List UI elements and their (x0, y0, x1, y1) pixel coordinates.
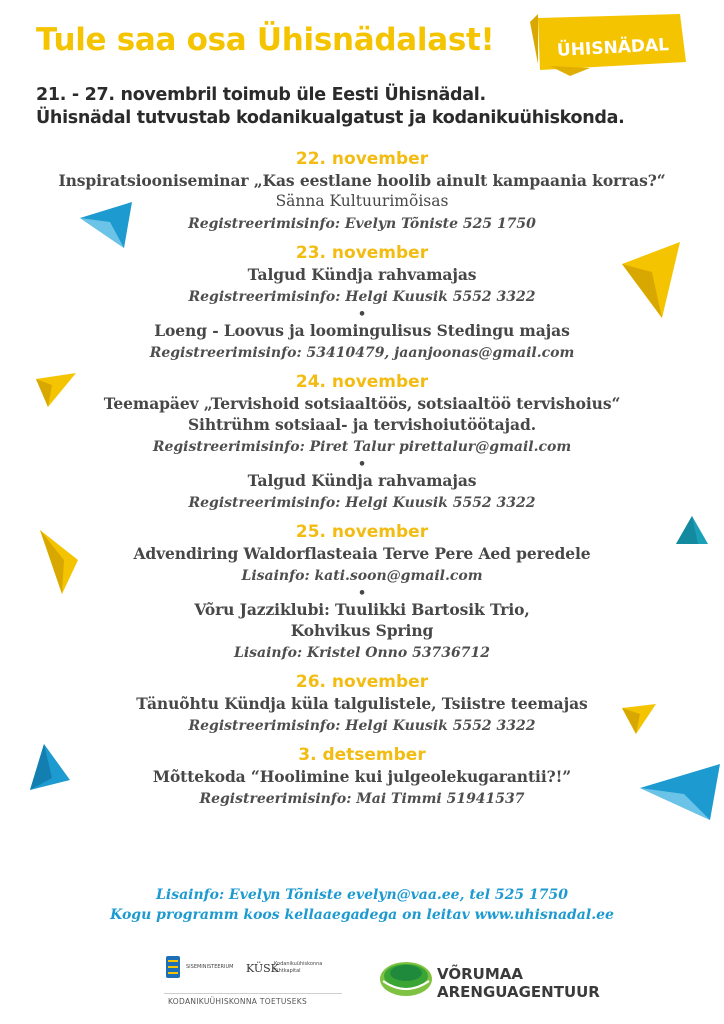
event-info: Registreerimisinfo: 53410479, jaanjoonas@gmail.com (149, 345, 575, 361)
event-location: Kohvikus Spring (290, 621, 434, 640)
day-date: 22. november (295, 149, 429, 169)
event-title: Talgud Kündja rahvamajas (247, 265, 477, 284)
event-title: Mõttekoda “Hoolimine kui julgeolekugarantii?!” (152, 767, 572, 786)
blue-paper-plane-shape (640, 764, 724, 820)
kusk-logo-subtext-2: Sihtkapital (274, 968, 301, 974)
event-info: Registreerimisinfo: Helgi Kuusik 5552 3322 (188, 495, 536, 511)
day-block (0, 243, 724, 365)
event-info: Registreerimisinfo: Helgi Kuusik 5552 3322 (188, 718, 536, 734)
ministry-crest-icon (166, 956, 180, 978)
footer-program-link: Kogu programm koos kellaaegadega on leitav www.uhisnadal.ee (110, 907, 614, 923)
logo-divider (164, 993, 342, 994)
event-separator: • (357, 457, 367, 472)
event-title: Teemapäev „Tervishoid sotsiaaltöös, sotsiaaltöö tervishoius“ (103, 394, 621, 413)
teal-triangle-shape (676, 516, 708, 544)
event-separator: • (357, 307, 367, 322)
logos-caption: KODANIKUÜHISKONNA TOETUSEKS (168, 997, 308, 1006)
intro-line-2: Ühisnädal tutvustab kodanikualgatust ja kodanikuühiskonda. (36, 108, 625, 128)
day-date: 24. november (295, 372, 429, 392)
agency-name-line-2: ARENGUAGENTUUR (437, 983, 600, 1001)
event-info: Registreerimisinfo: Piret Talur pirettalur@gmail.com (152, 439, 572, 455)
day-block (0, 522, 724, 665)
yellow-triangle-shape (36, 373, 78, 407)
ministry-logo-text: SISEMINISTEERIUM (186, 964, 234, 970)
event-title: Tänuõhtu Kündja küla talgulistele, Tsiistre teemajas (136, 694, 588, 713)
yellow-triangle-shape (622, 704, 658, 734)
day-date: 3. detsember (298, 745, 426, 765)
event-info: Registreerimisinfo: Mai Timmi 51941537 (199, 791, 525, 807)
event-info: Registreerimisinfo: Helgi Kuusik 5552 3322 (188, 289, 536, 305)
event-title: Talgud Kündja rahvamajas (247, 471, 477, 490)
event-info: Lisainfo: kati.soon@gmail.com (241, 568, 483, 584)
event-title: Advendiring Waldorflasteaia Terve Pere Aed peredele (133, 544, 591, 563)
event-title: Võru Jazziklubi: Tuulikki Bartosik Trio, (194, 600, 530, 619)
kusk-logo-subtext-1: Kodanikuühiskonna (274, 961, 323, 967)
yellow-triangle-shape (40, 530, 80, 594)
agency-name-line-1: VÕRUMAA (437, 965, 523, 983)
day-block (0, 672, 724, 738)
badge-label: ÜHISNÄDAL (556, 35, 670, 61)
footer-contact: Lisainfo: Evelyn Tõniste evelyn@vaa.ee, tel 525 1750 (156, 887, 568, 903)
intro-text (36, 84, 625, 130)
event-location: Sänna Kultuurimõisas (275, 192, 449, 210)
day-block (0, 745, 724, 811)
day-date: 23. november (295, 243, 429, 263)
day-date: 25. november (295, 522, 429, 542)
intro-line-1: 21. - 27. novembril toimub üle Eesti Ühisnädal. (36, 85, 486, 105)
green-globe-icon (379, 957, 433, 997)
blue-triangle-shape (30, 744, 70, 790)
day-date: 26. november (295, 672, 429, 692)
kusk-logo-text: KÜSK (246, 962, 279, 975)
yellow-paper-plane-shape (622, 242, 684, 318)
footer-info (0, 885, 724, 925)
event-title: Loeng - Loovus ja loomingulisus Stedingu majas (154, 321, 570, 340)
poster-title: Tule saa osa Ühisnädalast! (36, 22, 495, 58)
event-title: Inspiratsiooniseminar „Kas eestlane hoolib ainult kampaania korras?“ (58, 171, 666, 190)
event-separator: • (357, 586, 367, 601)
event-subtitle: Sihtrühm sotsiaal- ja tervishoiutöötajad. (187, 415, 537, 434)
event-info: Lisainfo: Kristel Onno 53736712 (233, 645, 491, 661)
blue-paper-plane-shape (80, 200, 136, 250)
day-block (0, 372, 724, 515)
event-info: Registreerimisinfo: Evelyn Tõniste 525 1750 (188, 216, 536, 232)
